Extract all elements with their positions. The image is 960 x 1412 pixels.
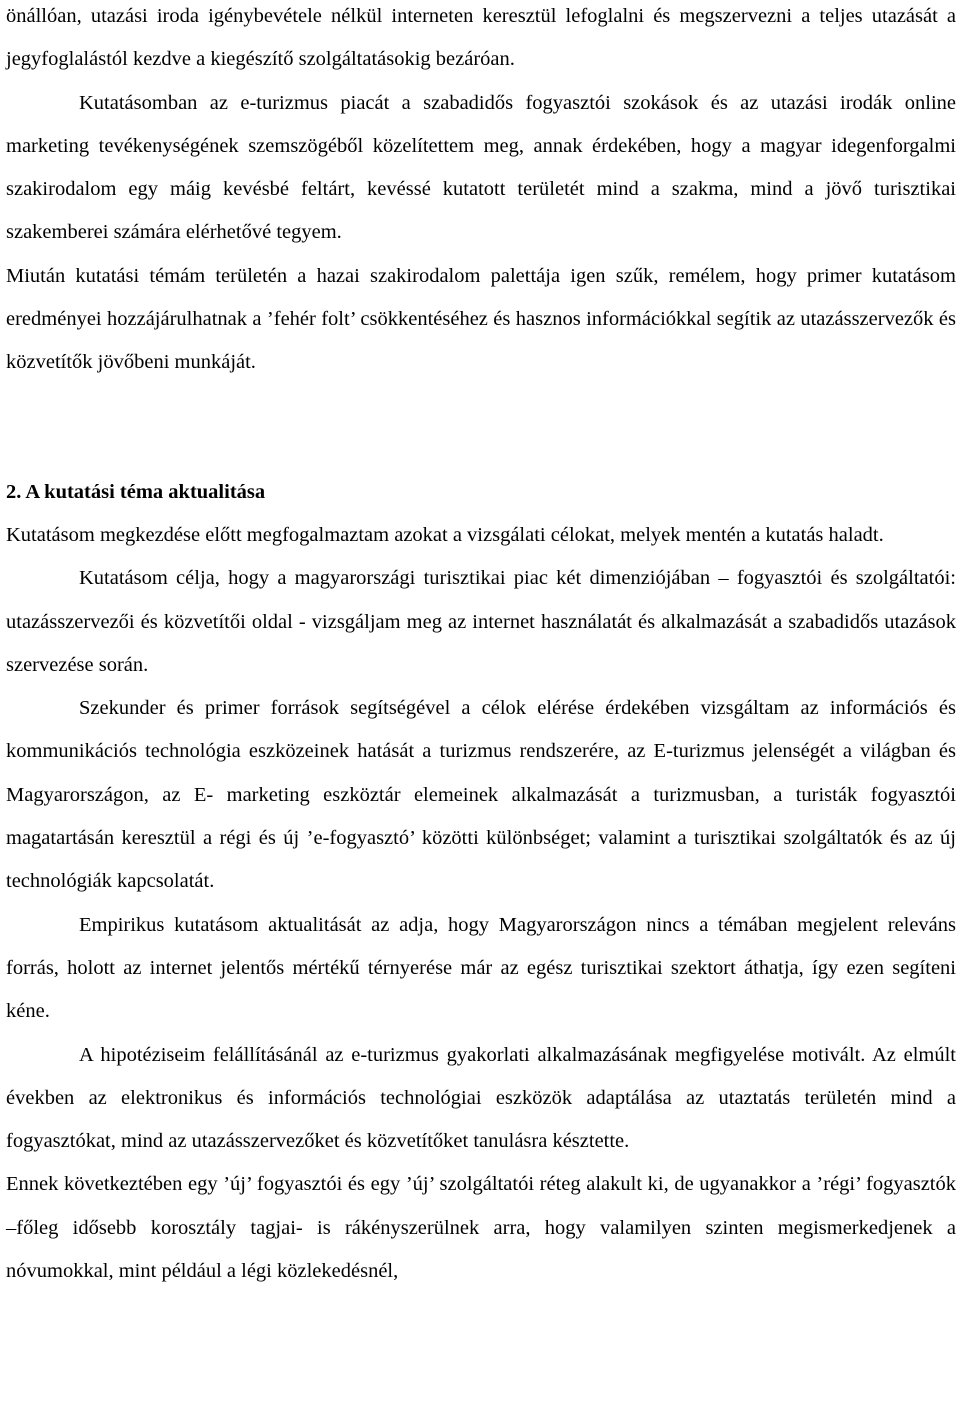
paragraph-research-goals: Kutatásom megkezdése előtt megfogalmaztam azokat a vizsgálati célokat, melyek mentén a kutatás haladt. [6, 523, 884, 546]
paragraph-new-consumers: Ennek következtében egy ’új’ fogyasztói és egy ’új’ szolgáltatói réteg alakult ki, de ugyanakkor a ’régi’ fogyasztók –főleg idősebb korosztály tagjai- is rákényszerülnek arra, hogy valamilyen szinten megismerkedjenek a nóvumokkal, mint például a légi közlekedésnél, [6, 1173, 956, 1283]
document-page [6, 0, 956, 1293]
paragraph-empirical-relevance: Empirikus kutatásom aktualitását az adja, hogy Magyarországon nincs a témában megjelent releváns forrás, holott az internet jelentős mértékű térnyerése már az egész turisztikai szektort áthatja, így ezen segíteni kéne. [6, 913, 956, 1023]
paragraph-secondary-primary-sources: Szekunder és primer források segítségével a célok elérése érdekében vizsgáltam az információs és kommunikációs technológia eszközeinek hatását a turizmus rendszerére, az E-turizmus jelenségét a világban és Magyarországon, az E- marketing eszköztár elemeinek alkalmazását a turizmusban, a turisták fogyasztói magatartásán keresztül a régi és új ’e-fogyasztó’ közötti különbséget; valamint a turisztikai szolgáltatók és az új technológiák kapcsolatát. [6, 697, 956, 893]
paragraph-hypotheses: A hipotéziseim felállításánál az e-turizmus gyakorlati alkalmazásának megfigyelése motivált. Az elmúlt években az elektronikus és információs technológiai eszközök adaptálása az utaztatás területén mind a fogyasztókat, mind az utazásszervezőket és közvetítőket tanulásra késztette. [6, 1043, 956, 1153]
paragraph-continuation: önállóan, utazási iroda igénybevétele nélkül interneten keresztül lefoglalni és megszervezni a teljes utazását a jegyfoglalástól kezdve a kiegészítő szolgáltatásokig bezáróan. [6, 5, 956, 71]
paragraph-research-aim: Kutatásom célja, hogy a magyarországi turisztikai piac két dimenziójában – fogyasztói és szolgáltatói: utazásszervezői és közvetítői oldal - vizsgáljam meg az internet használatát és alkalmazását a szabadidős utazások szervezése során. [6, 567, 956, 676]
paragraph-literature-gap: Miután kutatási témám területén a hazai szakirodalom palettája igen szűk, remélem, hogy primer kutatásom eredményei hozzájárulhatnak a ’fehér folt’ csökkentéséhez és hasznos információkkal segítik az utazásszervezők és közvetítők jövőbeni munkáját. [6, 264, 956, 374]
section-spacer [6, 385, 956, 471]
section-heading: 2. A kutatási téma aktualitása [6, 480, 266, 503]
paragraph-research-approach: Kutatásomban az e-turizmus piacát a szabadidős fogyasztói szokások és az utazási irodák online marketing tevékenységének szemszögéből közelítettem meg, annak érdekében, hogy a magyar idegenforgalmi szakirodalom egy máig kevésbé feltárt, kevéssé kutatott területét mind a szakma, mind a jövő turisztikai szakemberei számára elérhetővé tegyem. [6, 91, 956, 244]
